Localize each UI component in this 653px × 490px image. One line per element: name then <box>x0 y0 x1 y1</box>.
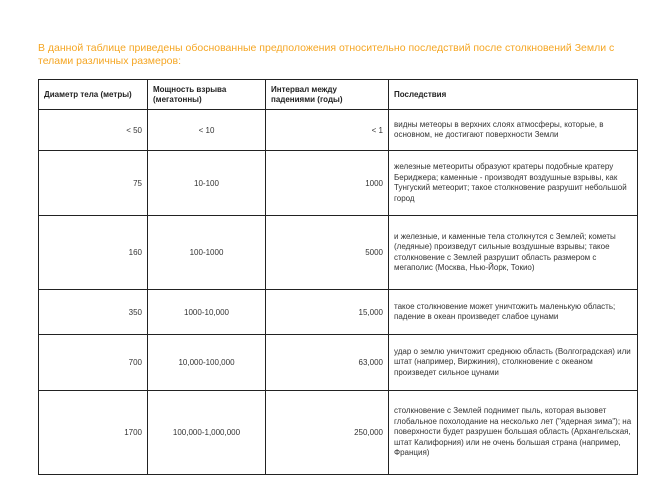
impact-table <box>38 79 638 475</box>
cell-power: 10-100 <box>148 151 266 216</box>
cell-power: 10,000-100,000 <box>148 335 266 391</box>
header-diameter: Диаметр тела (метры) <box>39 80 148 110</box>
cell-consequences: железные метеориты образуют кратеры подобные кратеру Бериджера; каменные - производят воздушные взрывы, как Тунгуский метеорит; такое столкновение разрушит небольшой город <box>389 151 638 216</box>
table-header-row <box>39 80 638 110</box>
cell-interval: 5000 <box>266 216 389 290</box>
header-power: Мощность взрыва (мегатонны) <box>148 80 266 110</box>
cell-power: 100,000-1,000,000 <box>148 391 266 475</box>
table-row <box>39 216 638 290</box>
cell-power: 1000-10,000 <box>148 290 266 335</box>
cell-diameter: < 50 <box>39 110 148 151</box>
cell-diameter: 75 <box>39 151 148 216</box>
cell-consequences: столкновение с Землей поднимет пыль, которая вызовет глобальное похолодание на несколько лет ("ядерная зима"); на поверхности будет разрушен большая область (Архангельская, штат Калифорния) или не очень большая страна (например, Франция) <box>389 391 638 475</box>
cell-consequences: такое столкновение может уничтожить маленькую область; падение в океан произведет слабое цунами <box>389 290 638 335</box>
header-interval: Интервал между падениями (годы) <box>266 80 389 110</box>
cell-interval: 63,000 <box>266 335 389 391</box>
cell-consequences: видны метеоры в верхних слоях атмосферы, которые, в основном, не достигают поверхности Земли <box>389 110 638 151</box>
cell-interval: 15,000 <box>266 290 389 335</box>
table-row <box>39 391 638 475</box>
table-row <box>39 290 638 335</box>
cell-interval: 250,000 <box>266 391 389 475</box>
cell-consequences: удар о землю уничтожит среднюю область (Волгоградская) или штат (например, Виржиния), столкновение с океаном произведет сильное цунами <box>389 335 638 391</box>
cell-consequences: и железные, и каменные тела столкнутся с Землей; кометы (ледяные) произведут сильные воздушные взрывы; такое столкновение с Землей разрушит область размером с мегаполис (Москва, Нью-Йорк, Токио) <box>389 216 638 290</box>
table-row <box>39 335 638 391</box>
cell-interval: < 1 <box>266 110 389 151</box>
table-row <box>39 110 638 151</box>
table-row <box>39 151 638 216</box>
cell-power: < 10 <box>148 110 266 151</box>
cell-interval: 1000 <box>266 151 389 216</box>
cell-diameter: 700 <box>39 335 148 391</box>
cell-power: 100-1000 <box>148 216 266 290</box>
header-consequences: Последствия <box>389 80 638 110</box>
cell-diameter: 1700 <box>39 391 148 475</box>
cell-diameter: 350 <box>39 290 148 335</box>
intro-text: В данной таблице приведены обоснованные предположения относительно последствий после столкновений Земли с телами различных размеров: <box>38 42 615 67</box>
cell-diameter: 160 <box>39 216 148 290</box>
